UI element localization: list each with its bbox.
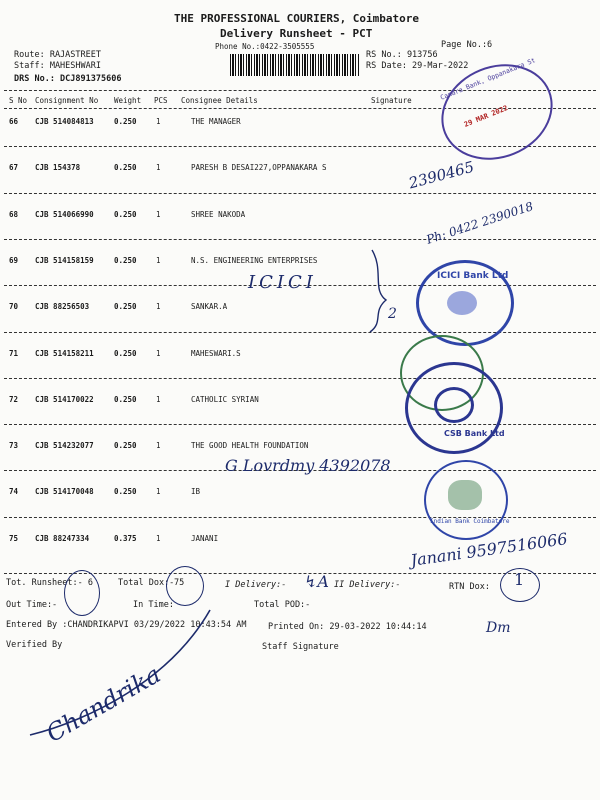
row-pcs: 1 [156, 117, 161, 126]
handwritten-signature: 2390465 [406, 157, 477, 193]
runsheet-subtitle: Delivery Runsheet - PCT [220, 27, 373, 40]
row-weight: 0.375 [114, 534, 137, 543]
col-signature: Signature [371, 96, 412, 105]
row-consignee: THE GOOD HEALTH FOUNDATION [191, 441, 309, 450]
total-runsheet: Tot. Runsheet:- 6 [6, 578, 93, 588]
row-consignment-no: CJB 154378 [35, 163, 81, 172]
row-consignment-no: CJB 88247334 [35, 534, 90, 543]
row-weight: 0.250 [114, 117, 137, 126]
stamp-text: CSB Bank Ltd [444, 429, 505, 438]
row-divider [4, 378, 596, 379]
route: Route: RAJASTREET [14, 50, 101, 60]
row-weight: 0.250 [114, 349, 137, 358]
row-weight: 0.250 [114, 395, 137, 404]
row-consignment-no: CJB 514170048 [35, 487, 94, 496]
stamp-text: Canara Bank, Oppanakara St [439, 56, 537, 102]
row-divider [4, 424, 596, 425]
pen-bracket [370, 250, 386, 332]
row-sno: 71 [9, 349, 19, 358]
row-consignment-no: CJB 514084813 [35, 117, 94, 126]
row-divider [4, 239, 596, 240]
ii-delivery: II Delivery:- [334, 580, 401, 590]
handwritten-signature: Ph: 0422 2390018 [424, 199, 535, 247]
printed-on: Printed On: 29-03-2022 10:44:14 [268, 622, 427, 632]
row-consignee: PARESH B DESAI227,OPPANAKARA S [191, 163, 327, 172]
row-consignee: MAHESWARI.S [191, 349, 241, 358]
col-consignee: Consignee Details [181, 96, 258, 105]
entered-by: Entered By :CHANDRIKAPVI 03/29/2022 10:43:54 AM [6, 620, 247, 630]
row-consignment-no: CJB 88256503 [35, 302, 90, 311]
rs-number: RS No.: 913756 [366, 50, 438, 60]
row-sno: 66 [9, 117, 19, 126]
stamp-emblem [434, 387, 474, 423]
stamp-date: 29 MAR 2022 [463, 104, 510, 129]
staff-signature: Staff Signature [262, 642, 339, 652]
rs-date: RS Date: 29-Mar-2022 [366, 61, 469, 71]
row-pcs: 1 [156, 302, 161, 311]
row-consignee: N.S. ENGINEERING ENTERPRISES [191, 256, 318, 265]
row-sno: 72 [9, 395, 19, 404]
stamp-text: Indian Bank Coimbatore [430, 518, 510, 525]
i-delivery: I Delivery:- [225, 580, 287, 590]
stamp-emblem [448, 480, 482, 510]
indian-bank-stamp [424, 460, 508, 540]
row-pcs: 1 [156, 256, 161, 265]
handwritten-signature: Janani 9597516066 [409, 529, 569, 570]
out-time: Out Time:- [6, 600, 58, 610]
total-pod: Total POD:- [254, 600, 311, 610]
row-weight: 0.250 [114, 210, 137, 219]
barcode [230, 54, 360, 76]
row-weight: 0.250 [114, 487, 137, 496]
handwritten-signature: Dm [486, 620, 511, 636]
row-consignee: SANKAR.A [191, 302, 228, 311]
total-dox-value: 75 [174, 578, 185, 588]
handwritten-mark: ↯A [304, 572, 329, 591]
col-consignment: Consignment No [35, 96, 99, 105]
row-pcs: 1 [156, 395, 161, 404]
row-pcs: 1 [156, 163, 161, 172]
row-weight: 0.250 [114, 256, 137, 265]
drs-number: DRS No.: DCJ891375606 [14, 74, 122, 84]
row-pcs: 1 [156, 210, 161, 219]
pen-circle [166, 566, 204, 606]
row-sno: 68 [9, 210, 19, 219]
row-divider [4, 193, 596, 194]
row-consignment-no: CJB 514170022 [35, 395, 94, 404]
row-weight: 0.250 [114, 302, 137, 311]
row-consignment-no: CJB 514158159 [35, 256, 94, 265]
row-consignment-no: CJB 514066990 [35, 210, 94, 219]
row-pcs: 1 [156, 534, 161, 543]
stamp-text: ICICI Bank Ltd [437, 271, 509, 281]
row-pcs: 1 [156, 441, 161, 450]
csb-bank-stamp [405, 362, 503, 454]
row-consignee: CATHOLIC SYRIAN [191, 395, 259, 404]
col-sno: S No [9, 96, 28, 105]
page-number: Page No.:6 [441, 40, 493, 50]
row-consignee: IB [191, 487, 201, 496]
row-divider [4, 332, 596, 333]
phone-number: Phone No.:0422-3505555 [215, 42, 315, 51]
row-pcs: 1 [156, 349, 161, 358]
icici-bank-stamp [416, 260, 514, 346]
handwritten-signature: Chandrika [41, 660, 166, 748]
row-consignment-no: CJB 514232077 [35, 441, 94, 450]
row-sno: 67 [9, 163, 19, 172]
row-sno: 70 [9, 302, 19, 311]
total-dox-label: Total Dox:- [118, 578, 175, 588]
handwritten-mark: 1 [514, 570, 525, 589]
col-weight: Weight [114, 96, 142, 105]
row-sno: 73 [9, 441, 19, 450]
row-pcs: 1 [156, 487, 161, 496]
pen-circle [64, 570, 100, 616]
rtn-dox: RTN Dox: [449, 582, 490, 592]
handwritten-signature: ICICI [248, 272, 317, 293]
handwritten-signature: 2 [388, 306, 397, 322]
row-weight: 0.250 [114, 163, 137, 172]
stamp-emblem [447, 291, 477, 315]
staff: Staff: MAHESHWARI [14, 61, 101, 71]
in-time: In Time: [133, 600, 174, 610]
row-sno: 69 [9, 256, 19, 265]
row-consignee: JANANI [191, 534, 219, 543]
row-sno: 74 [9, 487, 19, 496]
row-weight: 0.250 [114, 441, 137, 450]
handwritten-signature: G Lovrdmy 4392078 [225, 456, 391, 475]
col-pcs: PCS [154, 96, 168, 105]
row-consignee: SHREE NAKODA [191, 210, 246, 219]
row-consignment-no: CJB 514158211 [35, 349, 94, 358]
row-consignee: THE MANAGER [191, 117, 241, 126]
verified-by: Verified By [6, 640, 63, 650]
row-sno: 75 [9, 534, 19, 543]
company-title: THE PROFESSIONAL COURIERS, Coimbatore [174, 12, 420, 25]
